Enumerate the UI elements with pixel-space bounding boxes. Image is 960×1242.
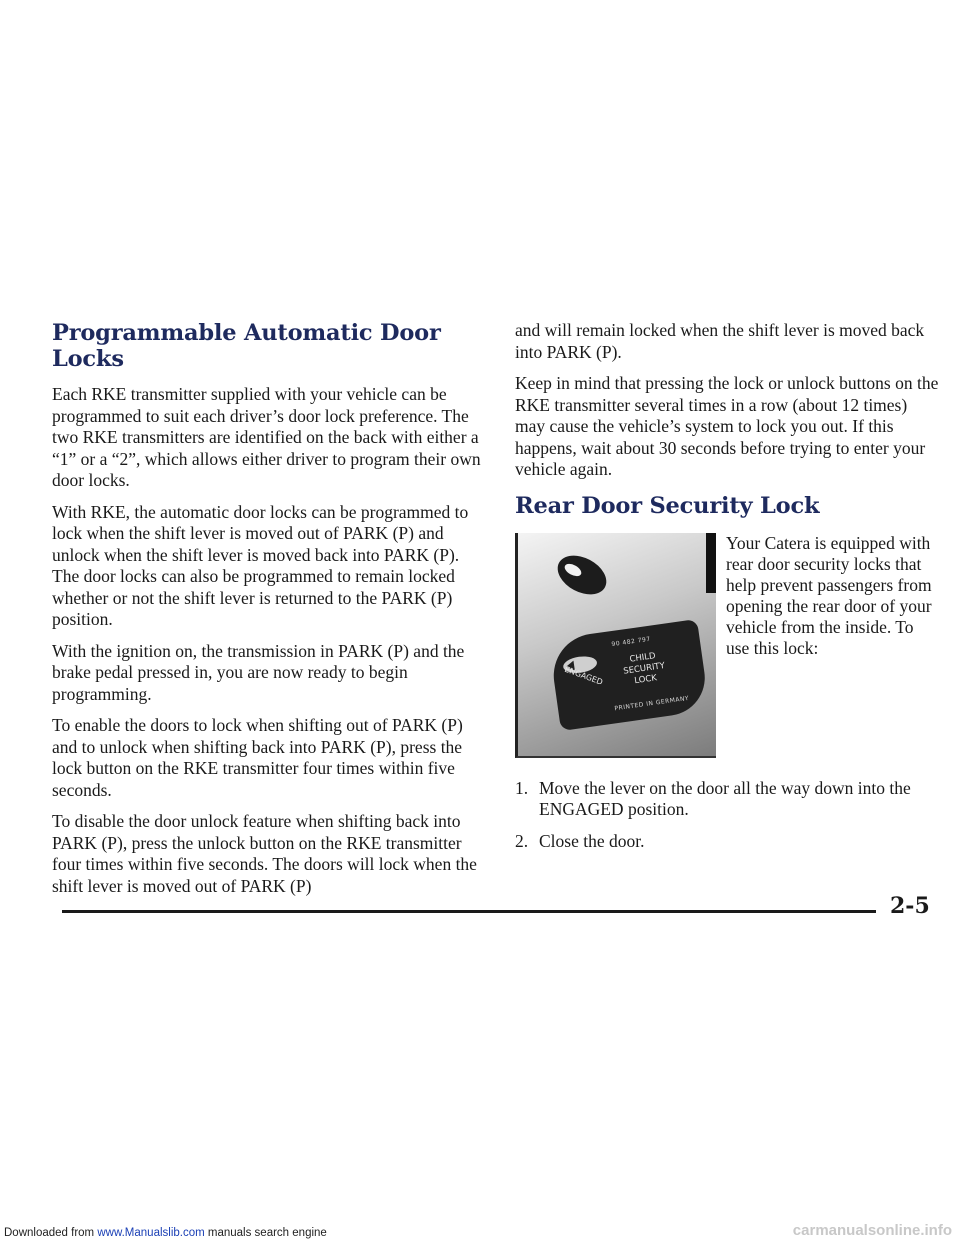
section-heading-programmable-locks: Programmable Automatic Door Locks	[52, 320, 441, 372]
figure-row	[515, 533, 940, 758]
paragraph: Each RKE transmitter supplied with your vehicle can be programmed to suit each driver’s door lock preference. The two RKE transmitters are identified on the back with either a “1” or a “2”, which allows either driver to program their own door locks.	[52, 384, 481, 490]
footer-suffix: manuals search engine	[204, 1227, 327, 1239]
engaged-label: ENGAGED	[563, 664, 604, 687]
step-number: 2.	[515, 830, 529, 851]
door-post	[706, 533, 716, 593]
lock-label: LOCK	[633, 672, 658, 686]
child-lock-plate	[548, 619, 709, 731]
paragraph: To disable the door unlock feature when shifting back into PARK (P), press the unlock button on the RKE transmitter four times within five seconds. The doors will lock when the shift lever is moved out of PARK (P)	[52, 811, 477, 896]
left-column	[52, 320, 482, 907]
list-item	[515, 778, 940, 821]
step-text: Move the lever on the door all the way down into the ENGAGED position.	[539, 777, 911, 819]
page-number: 2-5	[890, 893, 930, 919]
child-lock-photo	[515, 533, 716, 758]
door-handle-shape	[551, 547, 613, 601]
paragraph: With the ignition on, the transmission in PARK (P) and the brake pedal pressed in, you are now ready to begin programming.	[52, 640, 465, 704]
figure-caption	[726, 533, 940, 758]
paragraph: With RKE, the automatic door locks can be programmed to lock when the shift lever is moved out of PARK (P) and unlock when the shift lever is moved back into PARK (P). The door locks can also be programmed to remain locked whether or not the shift lever is returned to the PARK (P) position.	[52, 501, 469, 629]
paragraph: Keep in mind that pressing the lock or unlock buttons on the RKE transmitter several times in a row (about 12 times) may cause the vehicle’s system to lock you out. If this happens, wait about 30 seconds before trying to enter your vehicle again.	[515, 373, 939, 479]
part-code-label: 90 482 797	[611, 635, 652, 648]
child-label: CHILD	[628, 650, 657, 665]
page-rule	[62, 910, 876, 913]
figure-text: Your Catera is equipped with rear door security locks that help prevent passengers from opening the rear door of your vehicle from the inside. To use this lock:	[726, 532, 932, 658]
list-item	[515, 831, 940, 853]
child-security-lock-label	[621, 650, 667, 688]
step-text: Close the door.	[539, 830, 645, 851]
watermark: carmanualsonline.info	[792, 1222, 952, 1239]
manualslib-link[interactable]: www.Manualslib.com	[97, 1227, 205, 1239]
paragraph: To enable the doors to lock when shifting out of PARK (P) and to unlock when shifting back into PARK (P), press the lock button on the RKE transmitter four times within five seconds.	[52, 715, 463, 800]
security-label: SECURITY	[622, 660, 666, 677]
footer	[4, 1227, 327, 1239]
right-column	[515, 320, 940, 862]
step-number: 1.	[515, 777, 529, 798]
printed-label: PRINTED IN GERMANY	[614, 694, 690, 712]
section-heading-rear-door-lock: Rear Door Security Lock	[515, 492, 820, 519]
footer-prefix: Downloaded from	[4, 1227, 98, 1239]
steps-list	[515, 778, 940, 853]
paragraph: and will remain locked when the shift lever is moved back into PARK (P).	[515, 320, 925, 362]
